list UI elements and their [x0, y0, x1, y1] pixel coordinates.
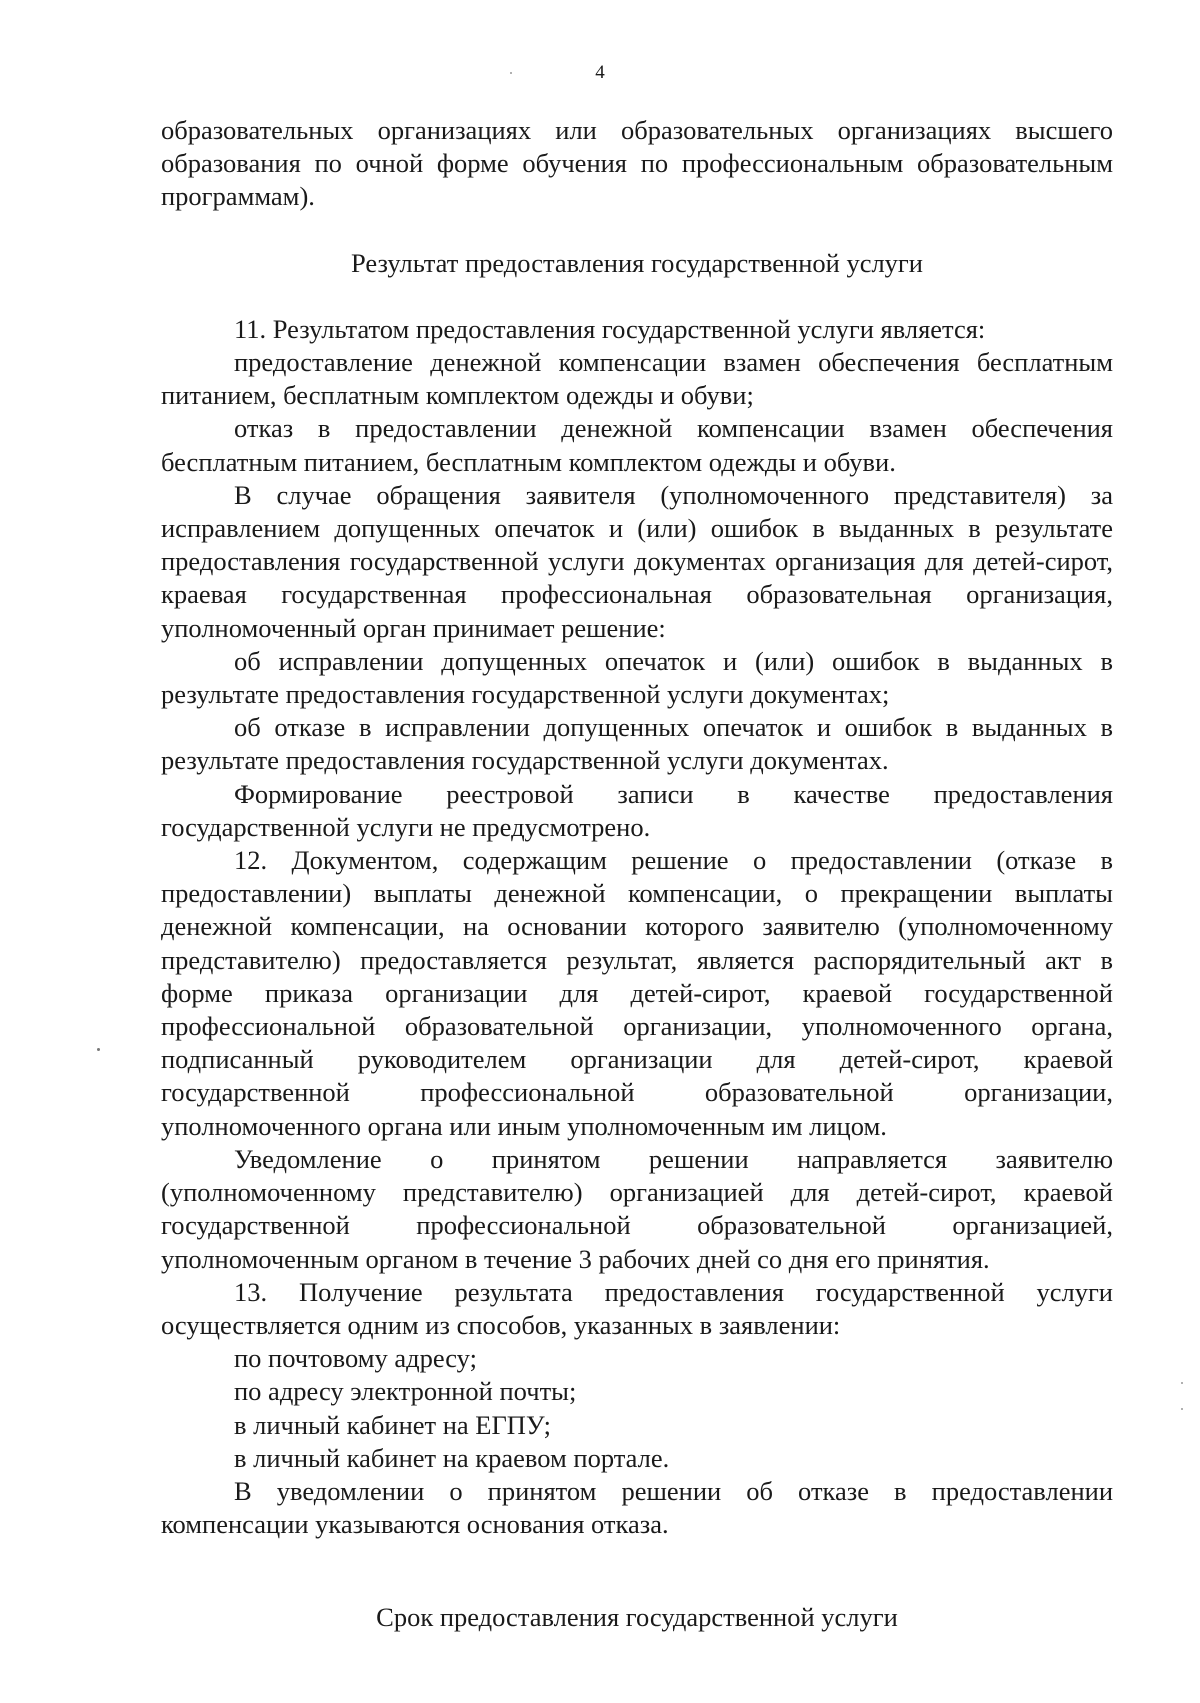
scan-speck — [97, 1048, 100, 1051]
paragraph-clause-11: 11. Результатом предоставления государственной услуги является: — [234, 313, 986, 344]
scan-speck — [1181, 1408, 1183, 1410]
spacer — [161, 1541, 1113, 1601]
paragraph-refusal-grounds: В уведомлении о принятом решении об отказе в предоставлении компенсации указываются основания отказа. — [161, 1475, 1113, 1540]
document-body — [161, 114, 1113, 1635]
page-number: 4 — [595, 62, 605, 83]
paragraph-clause-13: 13. Получение результата предоставления государственной услуги осуществляется одним из способов, указанных в заявлении: — [161, 1276, 1113, 1340]
scan-speck — [510, 72, 512, 74]
list-item-email: по адресу электронной почты; — [234, 1376, 577, 1407]
list-item-postal: по почтовому адресу; — [234, 1343, 477, 1374]
paragraph-result-grant: предоставление денежной компенсации взамен обеспечения бесплатным питанием, бесплатным комплектом одежды и обуви; — [161, 347, 1113, 411]
paragraph-registry-record: Формирование реестровой записи в качестве предоставления государственной услуги не предусмотрено. — [161, 778, 1113, 842]
list-item-egpu: в личный кабинет на ЕГПУ; — [234, 1409, 552, 1440]
spacer — [161, 280, 1113, 313]
spacer — [161, 214, 1113, 247]
paragraph-continuation: образовательных организациях или образовательных организациях высшего образования по очной форме обучения по профессиональным образовательным программам). — [161, 115, 1113, 212]
section-heading-result: Результат предоставления государственной услуги — [351, 247, 923, 278]
paragraph-correction-refuse: об отказе в исправлении допущенных опечаток и ошибок в выданных в результате предоставления государственной услуги документах. — [161, 712, 1113, 776]
paragraph-clause-12: 12. Документом, содержащим решение о предоставлении (отказе в предоставлении) выплаты денежной компенсации, о прекращении выплаты денежной компенсации, на основании которого заявителю (уполномоченному представителю) предоставляется результат, является распорядительный акт в форме приказа организации для детей-сирот, краевой государственной профессиональной образовательной организации, уполномоченного органа, подписанный руководителем организации для детей-сирот, краевой государственной профессиональной образовательной организации, уполномоченного органа или иным уполномоченным им лицом. — [161, 845, 1113, 1141]
list-item-regional-portal: в личный кабинет на краевом портале. — [234, 1442, 670, 1473]
section-heading-term: Срок предоставления государственной услуги — [376, 1602, 898, 1633]
paragraph-correction-request: В случае обращения заявителя (уполномоченного представителя) за исправлением допущенных опечаток и (или) ошибок в выданных в результате предоставления государственной услуги документах организация для детей-сирот, краевая государственная профессиональная образовательная организация, уполномоченный орган принимает решение: — [161, 479, 1113, 643]
scan-speck — [1181, 1382, 1183, 1384]
paragraph-result-refusal: отказ в предоставлении денежной компенсации взамен обеспечения бесплатным питанием, бесплатным комплектом одежды и обуви. — [161, 413, 1113, 477]
paragraph-notification: Уведомление о принятом решении направляется заявителю (уполномоченному представителю) организацией для детей-сирот, краевой государственной профессиональной образовательной организацией, уполномоченным органом в течение 3 рабочих дней со дня его принятия. — [161, 1143, 1113, 1274]
paragraph-correction-approve: об исправлении допущенных опечаток и (или) ошибок в выданных в результате предоставления государственной услуги документах; — [161, 645, 1113, 710]
